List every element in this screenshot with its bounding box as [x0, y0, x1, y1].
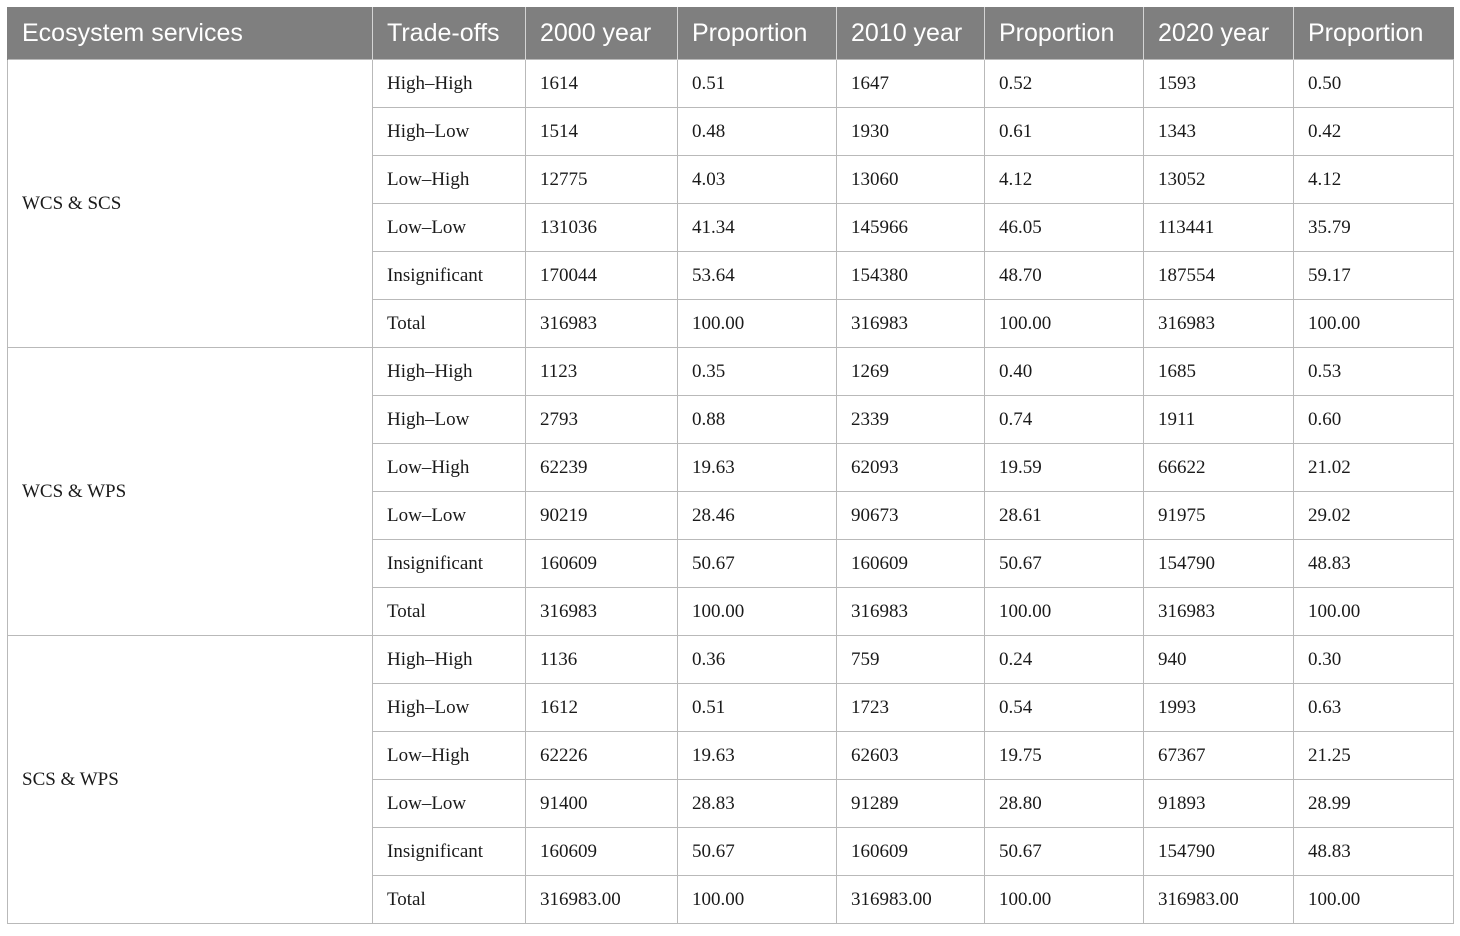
value-2000-cell: 1123: [526, 348, 678, 396]
trade-off-cell: Insignificant: [373, 828, 526, 876]
proportion-2020-cell: 0.53: [1294, 348, 1454, 396]
trade-off-cell: High–High: [373, 60, 526, 108]
proportion-2000-cell: 100.00: [678, 588, 837, 636]
value-2010-cell: 160609: [837, 828, 985, 876]
value-2010-cell: 145966: [837, 204, 985, 252]
value-2010-cell: 1647: [837, 60, 985, 108]
proportion-2000-cell: 50.67: [678, 828, 837, 876]
proportion-2020-cell: 100.00: [1294, 300, 1454, 348]
value-2000-cell: 62226: [526, 732, 678, 780]
proportion-2000-cell: 19.63: [678, 732, 837, 780]
proportion-2020-cell: 29.02: [1294, 492, 1454, 540]
value-2000-cell: 160609: [526, 828, 678, 876]
proportion-2000-cell: 19.63: [678, 444, 837, 492]
proportion-2000-cell: 28.83: [678, 780, 837, 828]
value-2010-cell: 316983.00: [837, 876, 985, 924]
value-2000-cell: 91400: [526, 780, 678, 828]
value-2000-cell: 1136: [526, 636, 678, 684]
proportion-2020-cell: 35.79: [1294, 204, 1454, 252]
header-2010-year: 2010 year: [837, 7, 985, 60]
value-2010-cell: 1930: [837, 108, 985, 156]
value-2000-cell: 12775: [526, 156, 678, 204]
proportion-2010-cell: 0.24: [985, 636, 1144, 684]
proportion-2010-cell: 0.61: [985, 108, 1144, 156]
value-2010-cell: 2339: [837, 396, 985, 444]
trade-off-cell: High–High: [373, 348, 526, 396]
header-row: [8, 7, 1454, 60]
proportion-2000-cell: 0.88: [678, 396, 837, 444]
value-2000-cell: 170044: [526, 252, 678, 300]
trade-off-cell: Low–Low: [373, 780, 526, 828]
trade-off-cell: Total: [373, 300, 526, 348]
proportion-2020-cell: 100.00: [1294, 588, 1454, 636]
ecosystem-service-cell: WCS & WPS: [8, 348, 373, 636]
proportion-2020-cell: 21.02: [1294, 444, 1454, 492]
proportion-2000-cell: 28.46: [678, 492, 837, 540]
value-2020-cell: 67367: [1144, 732, 1294, 780]
proportion-2020-cell: 0.42: [1294, 108, 1454, 156]
trade-off-cell: High–High: [373, 636, 526, 684]
value-2000-cell: 1614: [526, 60, 678, 108]
value-2010-cell: 62603: [837, 732, 985, 780]
value-2010-cell: 91289: [837, 780, 985, 828]
value-2020-cell: 187554: [1144, 252, 1294, 300]
value-2020-cell: 91893: [1144, 780, 1294, 828]
value-2020-cell: 154790: [1144, 828, 1294, 876]
tradeoffs-table: [7, 7, 1454, 924]
proportion-2020-cell: 48.83: [1294, 828, 1454, 876]
value-2010-cell: 160609: [837, 540, 985, 588]
value-2000-cell: 90219: [526, 492, 678, 540]
proportion-2020-cell: 0.60: [1294, 396, 1454, 444]
proportion-2020-cell: 0.50: [1294, 60, 1454, 108]
proportion-2020-cell: 59.17: [1294, 252, 1454, 300]
proportion-2000-cell: 100.00: [678, 300, 837, 348]
value-2000-cell: 160609: [526, 540, 678, 588]
proportion-2010-cell: 19.59: [985, 444, 1144, 492]
proportion-2010-cell: 46.05: [985, 204, 1144, 252]
proportion-2010-cell: 48.70: [985, 252, 1144, 300]
value-2000-cell: 316983: [526, 300, 678, 348]
value-2020-cell: 940: [1144, 636, 1294, 684]
proportion-2010-cell: 50.67: [985, 828, 1144, 876]
proportion-2000-cell: 0.48: [678, 108, 837, 156]
value-2020-cell: 1343: [1144, 108, 1294, 156]
proportion-2020-cell: 0.63: [1294, 684, 1454, 732]
proportion-2000-cell: 0.35: [678, 348, 837, 396]
value-2010-cell: 316983: [837, 300, 985, 348]
value-2020-cell: 1593: [1144, 60, 1294, 108]
value-2020-cell: 66622: [1144, 444, 1294, 492]
value-2010-cell: 90673: [837, 492, 985, 540]
header-proportion-2000: Proportion: [678, 7, 837, 60]
table-row: [8, 348, 1454, 396]
value-2020-cell: 1911: [1144, 396, 1294, 444]
proportion-2020-cell: 21.25: [1294, 732, 1454, 780]
trade-off-cell: Low–High: [373, 156, 526, 204]
proportion-2020-cell: 4.12: [1294, 156, 1454, 204]
proportion-2010-cell: 100.00: [985, 588, 1144, 636]
value-2000-cell: 1612: [526, 684, 678, 732]
proportion-2000-cell: 41.34: [678, 204, 837, 252]
value-2010-cell: 62093: [837, 444, 985, 492]
proportion-2010-cell: 50.67: [985, 540, 1144, 588]
trade-off-cell: Low–High: [373, 444, 526, 492]
header-ecosystem-services: Ecosystem services: [8, 7, 373, 60]
value-2000-cell: 62239: [526, 444, 678, 492]
value-2010-cell: 759: [837, 636, 985, 684]
proportion-2010-cell: 100.00: [985, 876, 1144, 924]
header-trade-offs: Trade-offs: [373, 7, 526, 60]
trade-off-cell: High–Low: [373, 684, 526, 732]
proportion-2010-cell: 100.00: [985, 300, 1144, 348]
value-2010-cell: 13060: [837, 156, 985, 204]
table-row: [8, 636, 1454, 684]
header-proportion-2010: Proportion: [985, 7, 1144, 60]
value-2010-cell: 154380: [837, 252, 985, 300]
header-2000-year: 2000 year: [526, 7, 678, 60]
proportion-2000-cell: 4.03: [678, 156, 837, 204]
value-2020-cell: 316983.00: [1144, 876, 1294, 924]
trade-off-cell: Total: [373, 876, 526, 924]
value-2010-cell: 1723: [837, 684, 985, 732]
table-body: [8, 60, 1454, 924]
proportion-2000-cell: 0.36: [678, 636, 837, 684]
proportion-2000-cell: 0.51: [678, 60, 837, 108]
proportion-2010-cell: 0.74: [985, 396, 1144, 444]
trade-off-cell: Low–High: [373, 732, 526, 780]
value-2000-cell: 1514: [526, 108, 678, 156]
value-2000-cell: 131036: [526, 204, 678, 252]
proportion-2010-cell: 19.75: [985, 732, 1144, 780]
value-2020-cell: 316983: [1144, 300, 1294, 348]
proportion-2010-cell: 0.40: [985, 348, 1144, 396]
proportion-2000-cell: 100.00: [678, 876, 837, 924]
value-2020-cell: 1685: [1144, 348, 1294, 396]
value-2000-cell: 316983.00: [526, 876, 678, 924]
ecosystem-service-cell: WCS & SCS: [8, 60, 373, 348]
value-2020-cell: 154790: [1144, 540, 1294, 588]
proportion-2000-cell: 0.51: [678, 684, 837, 732]
trade-off-cell: Total: [373, 588, 526, 636]
proportion-2000-cell: 50.67: [678, 540, 837, 588]
value-2020-cell: 13052: [1144, 156, 1294, 204]
header-2020-year: 2020 year: [1144, 7, 1294, 60]
table-header: [8, 7, 1454, 60]
trade-off-cell: High–Low: [373, 108, 526, 156]
trade-off-cell: High–Low: [373, 396, 526, 444]
proportion-2020-cell: 28.99: [1294, 780, 1454, 828]
value-2020-cell: 316983: [1144, 588, 1294, 636]
proportion-2010-cell: 0.52: [985, 60, 1144, 108]
trade-off-cell: Insignificant: [373, 252, 526, 300]
trade-off-cell: Insignificant: [373, 540, 526, 588]
proportion-2020-cell: 100.00: [1294, 876, 1454, 924]
trade-off-cell: Low–Low: [373, 492, 526, 540]
proportion-2020-cell: 0.30: [1294, 636, 1454, 684]
table-row: [8, 60, 1454, 108]
value-2020-cell: 113441: [1144, 204, 1294, 252]
value-2010-cell: 1269: [837, 348, 985, 396]
value-2020-cell: 91975: [1144, 492, 1294, 540]
header-proportion-2020: Proportion: [1294, 7, 1454, 60]
proportion-2010-cell: 0.54: [985, 684, 1144, 732]
value-2000-cell: 316983: [526, 588, 678, 636]
proportion-2010-cell: 4.12: [985, 156, 1144, 204]
trade-off-cell: Low–Low: [373, 204, 526, 252]
proportion-2010-cell: 28.61: [985, 492, 1144, 540]
value-2010-cell: 316983: [837, 588, 985, 636]
ecosystem-service-cell: SCS & WPS: [8, 636, 373, 924]
proportion-2010-cell: 28.80: [985, 780, 1144, 828]
value-2000-cell: 2793: [526, 396, 678, 444]
proportion-2000-cell: 53.64: [678, 252, 837, 300]
value-2020-cell: 1993: [1144, 684, 1294, 732]
proportion-2020-cell: 48.83: [1294, 540, 1454, 588]
